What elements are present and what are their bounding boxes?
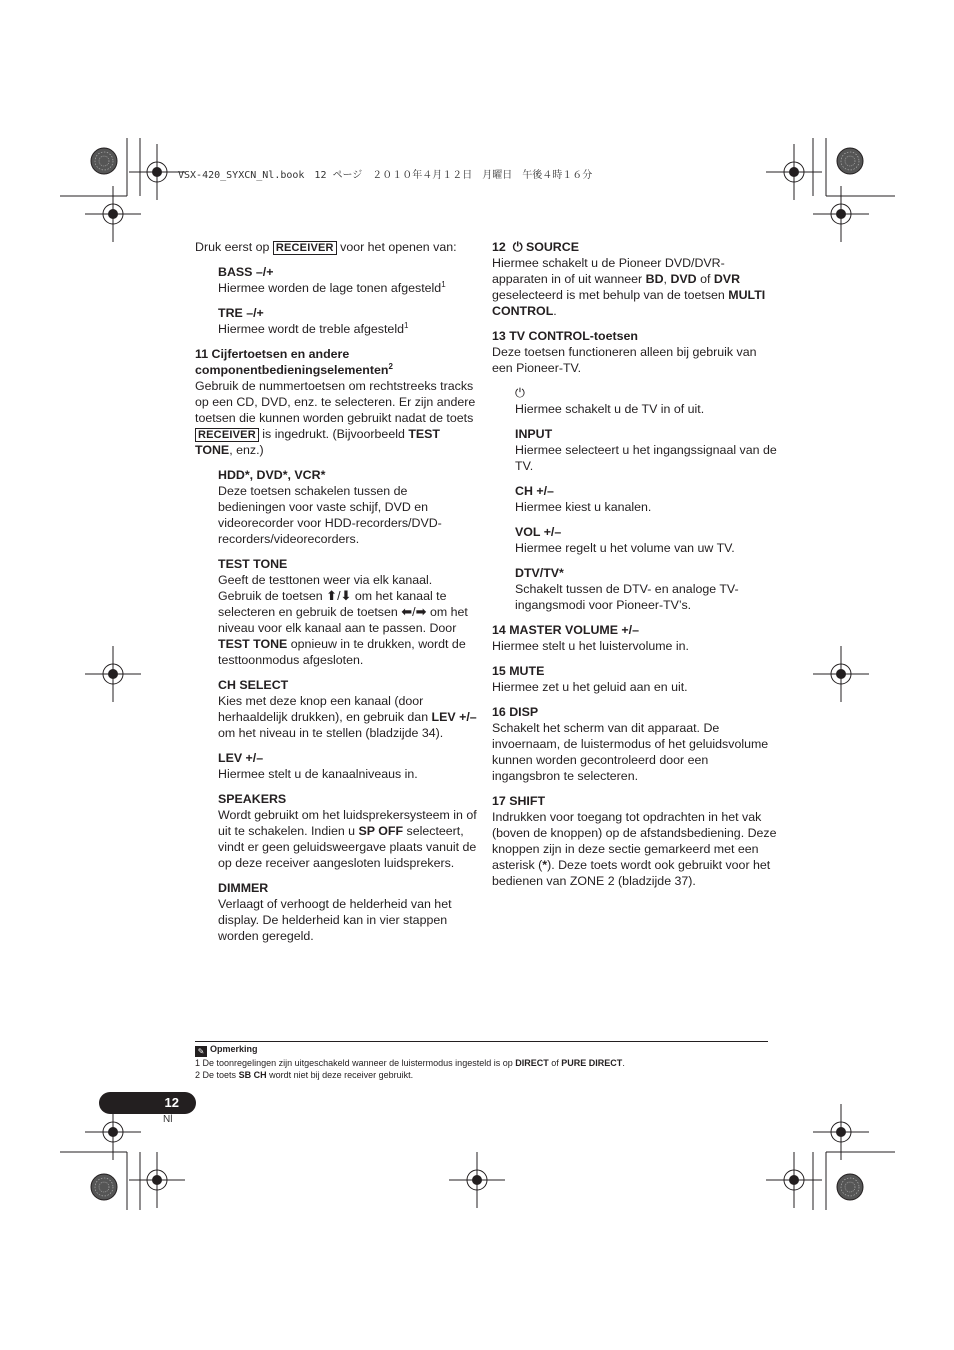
section-14-text: Hiermee stelt u het luistervolume in.: [492, 639, 689, 653]
tv-power-block: [515, 385, 777, 417]
section-15-text: Hiermee zet u het geluid aan en uit.: [492, 680, 688, 694]
dimmer-text: Verlaagt of verhoogt de helderheid van het display. De helderheid kan in vier stappen worden geregeld.: [218, 897, 452, 943]
hdd-title: HDD*, DVD*, VCR*: [218, 468, 326, 482]
section-16: [492, 704, 777, 784]
hdd-block: [218, 467, 477, 547]
bass-title: BASS –/+: [218, 265, 274, 279]
ch-title: CH +/–: [515, 484, 554, 498]
footnote-1: 1 De toonregelingen zijn uitgeschakeld wanneer de luistermodus ingesteld is op DIRECT of PURE DIRECT.: [195, 1058, 625, 1068]
arrow-left-icon: ⬅: [401, 604, 413, 619]
section-11-title: 11 Cijfertoetsen en andere componentbedieningselementen$^2$: [195, 347, 393, 377]
language-code: Nl: [163, 1114, 173, 1125]
section-16-text: Schakelt het scherm van dit apparaat. De invoernaam, de luistermodus of het geluidsvolume kunnen worden gecontroleerd door een ingangsbron te selecteren.: [492, 721, 769, 783]
footnote-ref-1: 1: [441, 279, 446, 289]
dtv-block: [515, 565, 777, 613]
test-tone-block: [218, 556, 477, 668]
note-pencil-icon: ✎: [195, 1046, 207, 1057]
tre-text: Hiermee wordt de treble afgesteld$^1$: [218, 320, 409, 336]
footnotes: [195, 1043, 768, 1081]
test-tone-text2: Gebruik de toetsen ⬆/⬇ om het kanaal te selecteren en gebruik de toetsen ⬅/➡ om het niveau voor elk kanaal aan te passen. Door TEST TONE opnieuw in te drukken, wordt de testtoonmodus afgesloten.: [218, 588, 468, 667]
section-13-text: Deze toetsen functioneren alleen bij gebruik van een Pioneer-TV.: [492, 345, 757, 375]
section-15: [492, 663, 777, 695]
ch-select-title: CH SELECT: [218, 678, 289, 692]
ch-select-block: [218, 677, 477, 741]
footnote-ref-2: 2: [388, 361, 393, 371]
intro-prefix: Druk eerst op: [195, 240, 270, 254]
input-title: INPUT: [515, 427, 553, 441]
section-13-title: 13 TV CONTROL-toetsen: [492, 329, 638, 343]
section-14-title: 14 MASTER VOLUME +/–: [492, 623, 639, 637]
intro-suffix: voor het openen van:: [340, 240, 457, 254]
receiver-key: RECEIVER: [273, 241, 337, 255]
input-text: Hiermee selecteert u het ingangssignaal van de TV.: [515, 443, 777, 473]
power-icon: ⏻: [512, 240, 523, 254]
section-16-title: 16 DISP: [492, 705, 539, 719]
ch-block: [515, 483, 777, 515]
arrow-up-icon: ⬆: [326, 588, 338, 603]
receiver-key-2: RECEIVER: [195, 428, 259, 442]
speakers-block: [218, 791, 477, 871]
section-12-title: 12 ⏻ SOURCE: [492, 240, 579, 254]
intro-line: [195, 239, 477, 255]
section-12-text: Hiermee schakelt u de Pioneer DVD/DVR-apparaten in of uit wanneer BD, DVD of DVR geselecteerd is met behulp van de toetsen MULTI CONTROL.: [492, 256, 766, 318]
input-block: [515, 426, 777, 474]
page-number-badge: 12: [99, 1092, 196, 1114]
vol-title: VOL +/–: [515, 525, 562, 539]
ch-text: Hiermee kiest u kanalen.: [515, 500, 652, 514]
test-tone-title: TEST TONE: [218, 557, 288, 571]
file-header: VSX-420_SYXCN_Nl.book 12 ページ ２０１０年４月１２日 月曜日 午後４時１６分: [178, 170, 593, 181]
tv-power-text: Hiermee schakelt u de TV in of uit.: [515, 402, 705, 416]
dtv-title: DTV/TV*: [515, 566, 564, 580]
section-17-title: 17 SHIFT: [492, 794, 546, 808]
dtv-text: Schakelt tussen de DTV- en analoge TV-ingangsmodi voor Pioneer-TV’s.: [515, 582, 739, 612]
section-11-text: Gebruik de nummertoetsen om rechtstreeks tracks op een CD, DVD, enz. te selecteren. Er zijn andere toetsen die kunnen worden gebruikt nadat de toets RECEIVER is ingedrukt. (Bijvoorbeeld TEST TONE, enz.): [195, 379, 476, 457]
section-14: [492, 622, 777, 654]
section-17: [492, 793, 777, 889]
section-12: [492, 239, 777, 319]
arrow-down-icon: ⬇: [340, 588, 352, 603]
lev-text: Hiermee stelt u de kanaalniveaus in.: [218, 767, 418, 781]
dimmer-block: [218, 880, 477, 944]
arrow-right-icon: ➡: [415, 604, 427, 619]
ch-select-text: Kies met deze knop een kanaal (door herhaaldelijk drukken), en gebruik dan LEV +/– om het niveau in te stellen (bladzijde 34).: [218, 694, 477, 740]
speakers-title: SPEAKERS: [218, 792, 287, 806]
tre-block: [218, 305, 477, 337]
right-column: [492, 239, 777, 889]
lev-block: [218, 750, 477, 782]
lev-title: LEV +/–: [218, 751, 264, 765]
footnote-ref-1b: 1: [403, 320, 409, 330]
tre-title: TRE –/+: [218, 306, 264, 320]
bass-block: [218, 264, 477, 296]
vol-text: Hiermee regelt u het volume van uw TV.: [515, 541, 735, 555]
section-11: [195, 346, 477, 458]
speakers-text: Wordt gebruikt om het luidsprekersysteem in of uit te schakelen. Indien u SP OFF selecteert, vindt er geen geluidsweergave plaats vanuit de op deze receiver aangesloten luidsprekers.: [218, 808, 477, 870]
hdd-text: Deze toetsen schakelen tussen de bedieningen voor vaste schijf, DVD en videorecorder voor HDD-recorders/DVD-recorders/videorecorders.: [218, 484, 442, 546]
footnote-2: 2 De toets SB CH wordt niet bij deze receiver gebruikt.: [195, 1070, 414, 1080]
tv-power-icon: ⏻: [515, 386, 525, 400]
section-17-text: Indrukken voor toegang tot opdrachten in het vak (boven de knoppen) op de afstandsbediening. Deze knoppen zijn in deze sectie gemarkeerd met een asterisk (*). Deze toets wordt ook gebruikt voor het bedienen van ZONE 2 (bladzijde 37).: [492, 810, 777, 888]
bass-text: Hiermee worden de lage tonen afgesteld$^1$: [218, 279, 446, 295]
test-tone-text1: Geeft de testtonen weer via elk kanaal.: [218, 573, 433, 587]
note-heading: ✎ Opmerking: [195, 1043, 768, 1057]
vol-block: [515, 524, 777, 556]
dimmer-title: DIMMER: [218, 881, 269, 895]
footnote-divider: [195, 1041, 768, 1042]
section-15-title: 15 MUTE: [492, 664, 545, 678]
section-13: [492, 328, 777, 376]
left-column: [195, 239, 477, 944]
